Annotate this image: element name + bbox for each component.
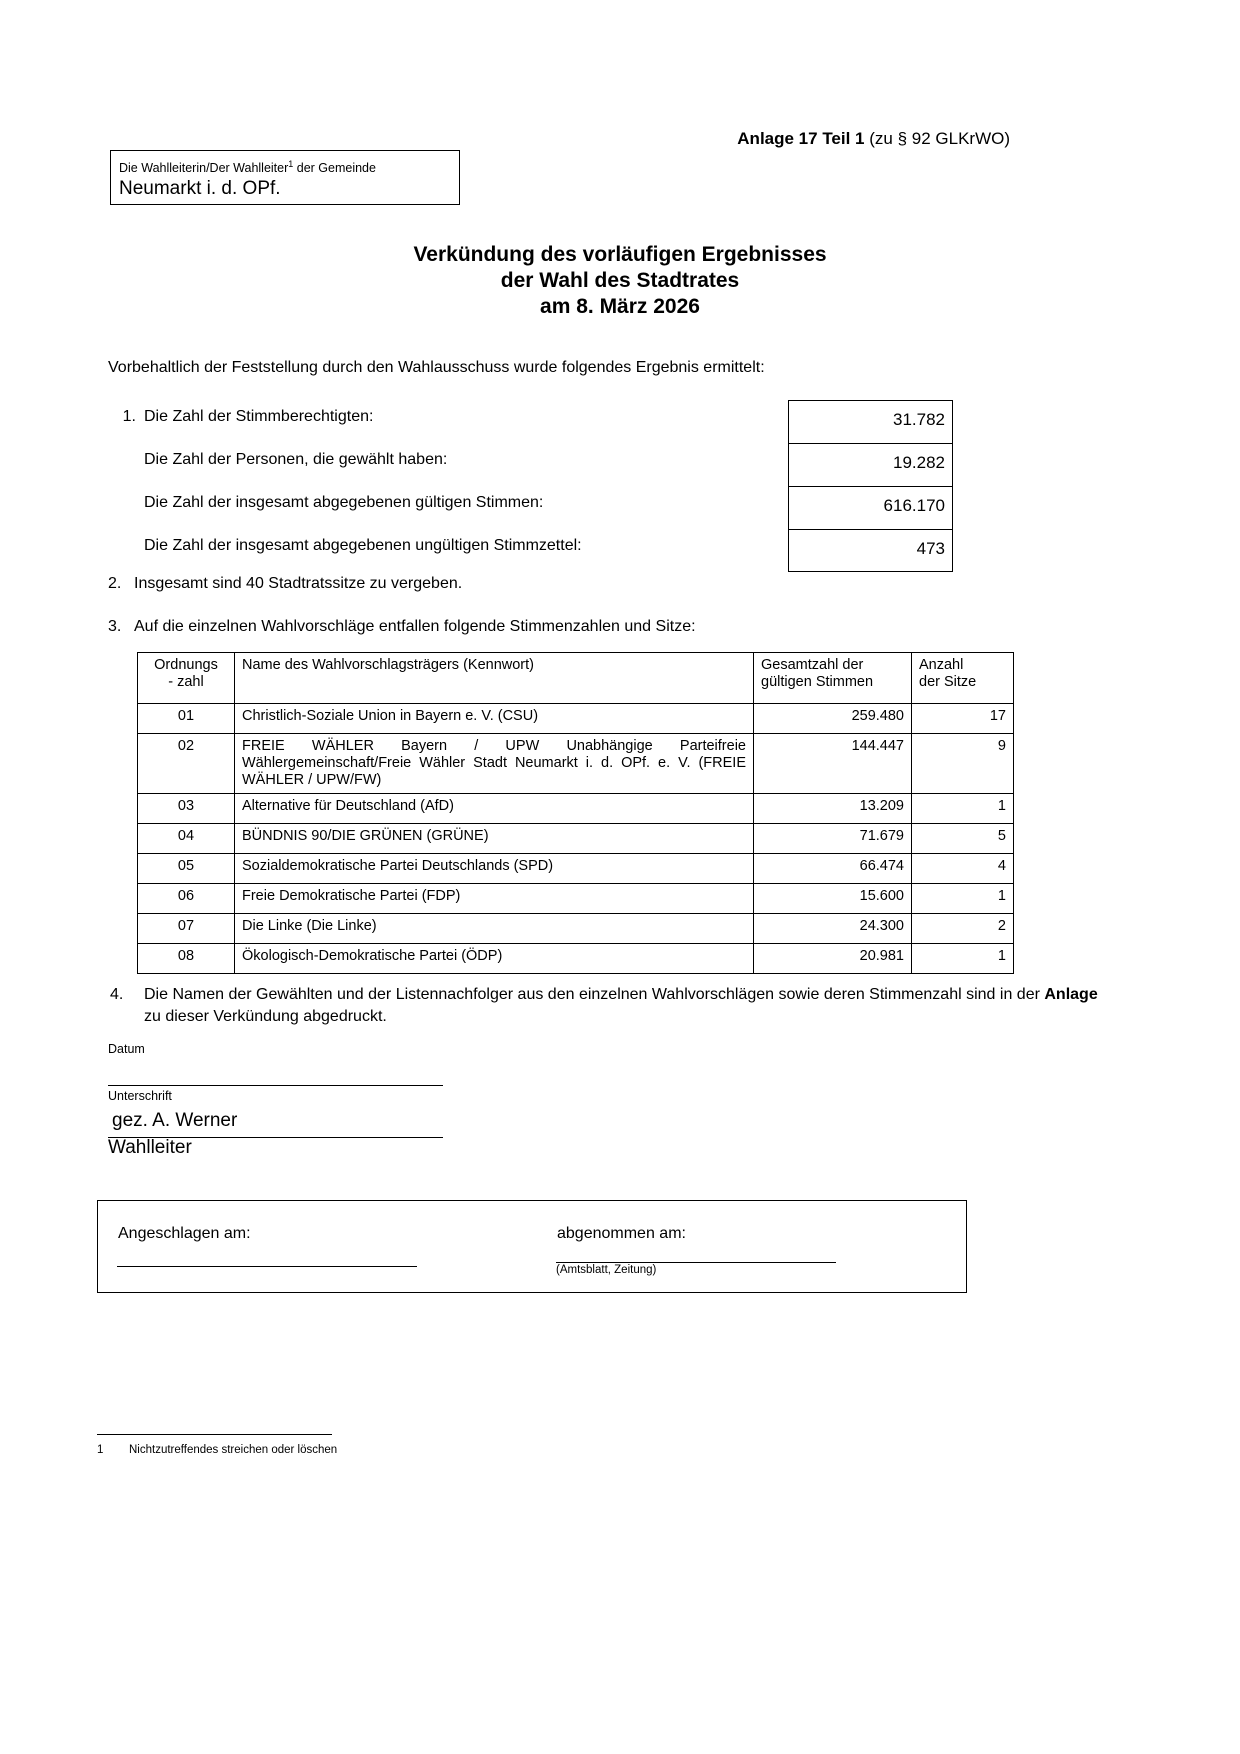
table-row [138,914,1014,944]
parties-table [137,652,1014,974]
section-3-lead-text: Auf die einzelnen Wahlvorschläge entfallen folgende Stimmenzahlen und Sitze: [134,618,696,635]
angeschlagen-rule [117,1266,417,1267]
row-seats: 1 [912,794,1014,824]
row-ordnungszahl: 01 [138,704,235,734]
anlage-header [110,128,1010,149]
footnote-rule [97,1434,332,1435]
stat-value: 19.282 [893,453,945,472]
stat-row [108,529,953,572]
signature-rule-top [108,1085,443,1086]
angeschlagen-label: Angeschlagen am: [118,1225,251,1242]
row-ordnungszahl: 08 [138,944,235,974]
row-ordnungszahl: 06 [138,884,235,914]
posting-box [97,1200,967,1293]
header-votes [754,653,912,704]
table-row [138,734,1014,794]
section-4-text-part2: zu dieser Verkündung abgedruckt. [144,1008,387,1025]
stat-label: Die Zahl der insgesamt abgegebenen ungültigen Stimmzettel: [144,537,582,554]
section-4-anlage-emphasis: Anlage [1044,986,1098,1003]
row-votes: 144.447 [754,734,912,794]
table-row [138,824,1014,854]
stat-value: 473 [916,539,945,558]
header-name: Name des Wahlvorschlagsträgers (Kennwort) [235,653,754,704]
table-row [138,944,1014,974]
section-4 [108,984,1118,1028]
row-ordnungszahl: 04 [138,824,235,854]
header-votes-line2: gültigen Stimmen [761,674,874,690]
row-seats: 9 [912,734,1014,794]
footnote-marker: 1 [288,159,294,169]
table-row [138,884,1014,914]
abgenommen-rule [556,1262,836,1263]
stat-label: Die Zahl der insgesamt abgegebenen gültigen Stimmen: [144,494,544,511]
section-2-number: 2. [108,575,122,592]
row-seats: 4 [912,854,1014,884]
row-votes: 66.474 [754,854,912,884]
page-title-line-1: Verkündung des vorläufigen Ergebnisses [413,243,827,266]
signature-name: gez. A. Werner [112,1110,238,1131]
row-votes: 20.981 [754,944,912,974]
unterschrift-label: Unterschrift [108,1089,172,1103]
stat-label: Die Zahl der Stimmberechtigten: [144,408,374,425]
wahlleiter-label-suffix: der Gemeinde [293,161,376,176]
header-seats-line2: der Sitze [919,674,977,690]
row-party-name: Sozialdemokratische Partei Deutschlands (SPD) [235,854,754,884]
header-seats [912,653,1014,704]
header-ordnungszahl-line2: - zahl [168,674,204,690]
header-votes-line1: Gesamtzahl der [761,657,864,673]
intro-text: Vorbehaltlich der Feststellung durch den Wahlausschuss wurde folgendes Ergebnis ermittelt: [108,359,765,376]
header-ordnungszahl [138,653,235,704]
footnote [97,1444,337,1456]
page-title-line-2: der Wahl des Stadtrates [500,269,740,292]
footnote-number: 1 [97,1444,104,1456]
datum-label: Datum [108,1042,145,1056]
stat-label: Die Zahl der Personen, die gewählt haben: [144,451,448,468]
header-seats-line1: Anzahl [919,657,964,673]
row-party-name [235,734,754,794]
wahlleiter-label [119,157,451,176]
stat-value: 616.170 [883,496,945,515]
row-party-name: Ökologisch-Demokratische Partei (ÖDP) [235,944,754,974]
row-party-name-line3: WÄHLER / UPW/FW) [242,772,382,788]
row-party-name-line2: Wählergemeinschaft/Freie Wähler Stadt Neumarkt i. d. OPf. e. V. (FREIE [242,755,746,771]
row-seats: 17 [912,704,1014,734]
anlage-header-strong: Anlage 17 Teil 1 [737,129,865,148]
section-3-lead [108,618,1008,636]
section-1-number: 1. [122,408,136,425]
table-row [138,854,1014,884]
row-votes: 24.300 [754,914,912,944]
row-party-name: Freie Demokratische Partei (FDP) [235,884,754,914]
row-ordnungszahl: 03 [138,794,235,824]
section-4-text-part1: Die Namen der Gewählten und der Listennachfolger aus den einzelnen Wahlvorschlägen sowie deren Stimmenzahl sind in der [144,986,1045,1003]
table-row [138,794,1014,824]
row-ordnungszahl: 05 [138,854,235,884]
row-votes: 71.679 [754,824,912,854]
section-2 [108,575,1008,593]
row-party-name: BÜNDNIS 90/DIE GRÜNEN (GRÜNE) [235,824,754,854]
footnote-text: Nichtzutreffendes streichen oder löschen [129,1444,338,1456]
gemeinde-name: Neumarkt i. d. OPf. [119,178,281,200]
wahlleiter-label-text: Die Wahlleiterin/Der Wahlleiter [119,161,289,176]
section-2-text: Insgesamt sind 40 Stadtratssitze zu vergeben. [134,575,463,592]
page-title [110,242,1130,320]
abgenommen-label: abgenommen am: [557,1225,686,1242]
row-seats: 1 [912,884,1014,914]
section-1 [108,400,953,572]
header-ordnungszahl-line1: Ordnungs [154,657,218,673]
row-party-name: Christlich-Soziale Union in Bayern e. V. (CSU) [235,704,754,734]
table-header-row [138,653,1014,704]
wahlleiter-box [110,150,460,205]
signature-role: Wahlleiter [108,1137,192,1158]
row-seats: 1 [912,944,1014,974]
page-title-line-3: am 8. März 2026 [540,295,700,318]
section-4-number: 4. [110,986,124,1003]
row-seats: 5 [912,824,1014,854]
row-party-name: Die Linke (Die Linke) [235,914,754,944]
stat-row [108,486,953,529]
stat-value: 31.782 [893,410,945,429]
row-party-name-line1: FREIE WÄHLER Bayern / UPW Unabhängige Parteifreie [242,738,746,754]
stat-row [108,400,953,443]
row-votes: 13.209 [754,794,912,824]
row-ordnungszahl: 07 [138,914,235,944]
row-party-name: Alternative für Deutschland (AfD) [235,794,754,824]
table-row [138,704,1014,734]
row-seats: 2 [912,914,1014,944]
section-4-body [144,984,1118,1028]
row-votes: 15.600 [754,884,912,914]
anlage-header-rest: (zu § 92 GLKrWO) [864,129,1010,148]
abgenommen-caption: (Amtsblatt, Zeitung) [556,1264,657,1276]
section-3-number: 3. [108,618,122,635]
stat-row [108,443,953,486]
row-ordnungszahl: 02 [138,734,235,794]
row-votes: 259.480 [754,704,912,734]
